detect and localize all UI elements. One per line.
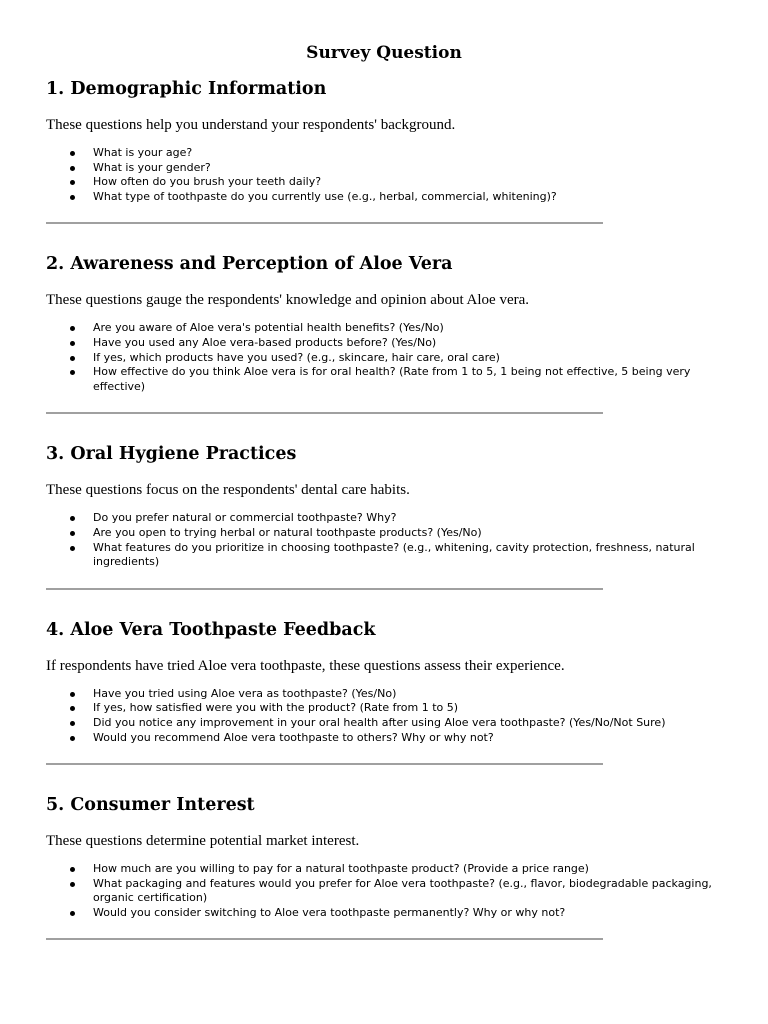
section-awareness-perception: [46, 253, 722, 414]
question-text: What packaging and features would you prefer for Aloe vera toothpaste? (e.g., flavor, biodegradable packaging, organic certification): [93, 876, 712, 905]
question-text: How often do you brush your teeth daily?: [93, 175, 322, 189]
question-text: If yes, how satisfied were you with the product? (Rate from 1 to 5): [93, 701, 459, 715]
question-item: [46, 190, 722, 205]
question-text: Have you tried using Aloe vera as toothpaste? (Yes/No): [93, 686, 397, 700]
section-heading: 1. Demographic Information: [46, 79, 327, 99]
question-item: [46, 336, 722, 351]
bullet-icon: [70, 546, 75, 551]
question-item: [46, 716, 722, 731]
bullet-icon: [70, 195, 75, 200]
bullet-icon: [70, 370, 75, 375]
question-item: [46, 175, 722, 190]
section-heading: 4. Aloe Vera Toothpaste Feedback: [46, 619, 376, 640]
question-text: How effective do you think Aloe vera is for oral health? (Rate from 1 to 5, 1 being not effective, 5 being very effective): [93, 365, 691, 393]
section-heading: 2. Awareness and Perception of Aloe Vera: [46, 254, 453, 275]
question-text: Are you aware of Aloe vera's potential health benefits? (Yes/No): [93, 321, 444, 335]
section-divider: [46, 412, 603, 414]
question-list: [46, 862, 722, 920]
bullet-icon: [70, 516, 75, 521]
section-divider: [46, 938, 603, 940]
question-text: If yes, which products have you used? (e.g., skincare, hair care, oral care): [93, 350, 500, 364]
question-item: [46, 701, 722, 716]
bullet-icon: [70, 867, 75, 872]
bullet-icon: [70, 882, 75, 887]
section-intro: These questions focus on the respondents' dental care habits.: [46, 482, 410, 499]
question-text: How much are you willing to pay for a natural toothpaste product? (Provide a price range): [93, 862, 589, 876]
section-heading: 5. Consumer Interest: [46, 795, 255, 816]
bullet-icon: [70, 911, 75, 916]
section-oral-hygiene-practices: [46, 443, 722, 589]
bullet-icon: [70, 151, 75, 156]
question-text: Would you recommend Aloe vera toothpaste to others? Why or why not?: [93, 730, 494, 744]
question-text: Did you notice any improvement in your oral health after using Aloe vera toothpaste? (Yes/No/Not Sure): [93, 715, 666, 729]
question-item: [46, 351, 722, 366]
section-divider: [46, 588, 603, 590]
question-list: [46, 687, 722, 745]
bullet-icon: [70, 531, 75, 536]
question-text: What type of toothpaste do you currently use (e.g., herbal, commercial, whitening)?: [93, 189, 557, 203]
bullet-icon: [70, 721, 75, 726]
section-demographic-information: [46, 78, 722, 224]
section-toothpaste-feedback: [46, 619, 722, 765]
question-list: [46, 511, 722, 569]
section-intro: If respondents have tried Aloe vera toothpaste, these questions assess their experience.: [46, 657, 565, 674]
section-heading: 3. Oral Hygiene Practices: [46, 444, 297, 465]
bullet-icon: [70, 166, 75, 171]
question-text: Would you consider switching to Aloe vera toothpaste permanently? Why or why not?: [93, 905, 566, 919]
question-item: [46, 365, 722, 394]
bullet-icon: [70, 180, 75, 185]
bullet-icon: [70, 326, 75, 331]
section-intro: These questions help you understand your respondents' background.: [46, 117, 456, 133]
question-text: Are you open to trying herbal or natural toothpaste products? (Yes/No): [93, 525, 482, 539]
bullet-icon: [70, 341, 75, 346]
question-text: Have you used any Aloe vera-based products before? (Yes/No): [93, 335, 437, 349]
question-list: [46, 321, 722, 394]
question-text: What is your age?: [93, 146, 193, 159]
question-text: Do you prefer natural or commercial toothpaste? Why?: [93, 511, 397, 525]
section-divider: [46, 222, 603, 224]
document-title: Survey Question: [306, 43, 462, 63]
section-intro: These questions gauge the respondents' knowledge and opinion about Aloe vera.: [46, 292, 530, 309]
question-item: [46, 687, 722, 702]
question-item: [46, 877, 722, 906]
bullet-icon: [70, 736, 75, 741]
question-item: [46, 862, 722, 877]
bullet-icon: [70, 356, 75, 361]
question-item: [46, 161, 722, 176]
question-item: [46, 731, 722, 746]
bullet-icon: [70, 692, 75, 697]
section-consumer-interest: [46, 794, 722, 940]
question-list: [46, 146, 722, 204]
section-intro: These questions determine potential market interest.: [46, 833, 360, 850]
question-text: What is your gender?: [93, 160, 211, 174]
question-item: [46, 511, 722, 526]
section-divider: [46, 763, 603, 765]
question-item: [46, 146, 722, 161]
question-item: [46, 541, 722, 570]
question-item: [46, 526, 722, 541]
question-text: What features do you prioritize in choosing toothpaste? (e.g., whitening, cavity protection, freshness, natural ingredients): [93, 540, 695, 569]
question-item: [46, 906, 722, 921]
question-item: [46, 321, 722, 336]
bullet-icon: [70, 706, 75, 711]
